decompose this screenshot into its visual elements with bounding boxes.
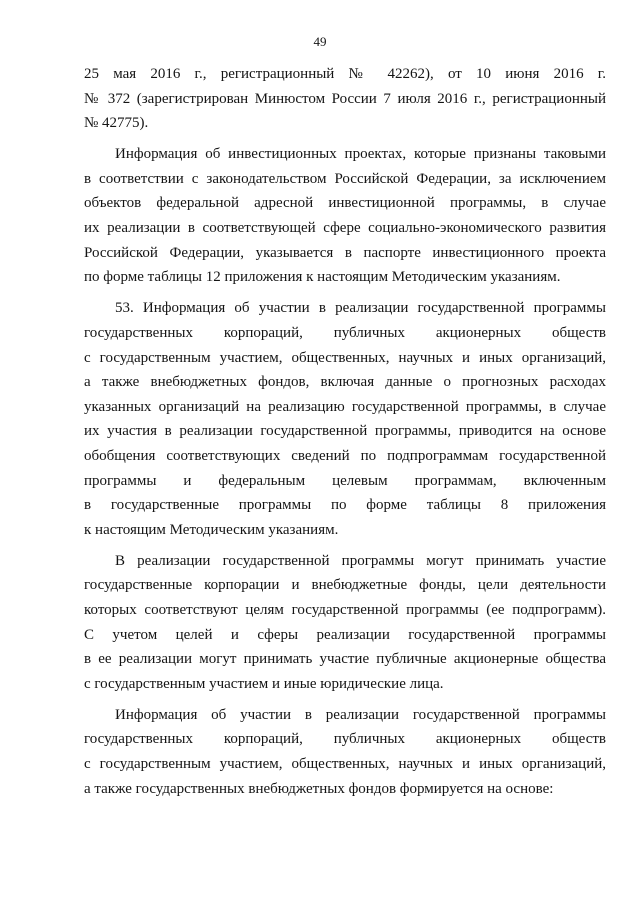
text-line: их участия в реализации государственной программы, приводится на основе [84, 423, 606, 440]
text-line: в государственные программы по форме таблицы 8 приложения [84, 497, 606, 514]
text-line: в ее реализации могут принимать участие публичные акционерные общества [84, 651, 606, 668]
text-line: с государственным участием, общественных, научных и иных организаций, [84, 756, 606, 773]
text-line: в соответствии с законодательством Российской Федерации, за исключением [84, 170, 606, 187]
page-number: 49 [313, 34, 327, 49]
text-line: 25 мая 2016 г., регистрационный № 42262), от 10 июня 2016 г. [84, 66, 606, 82]
text-line: обобщения соответствующих сведений по подпрограммам государственной [84, 447, 606, 464]
paragraph-item-53 [84, 296, 606, 542]
text-line: Российской Федерации, указывается в паспорте инвестиционного проекта [84, 244, 606, 261]
text-line: а также государственных внебюджетных фондов формируется на основе: [84, 780, 554, 797]
text-line: Информация об инвестиционных проектах, которые признаны таковыми [115, 146, 606, 163]
text-line: С учетом целей и сферы реализации государственной программы [84, 626, 606, 643]
text-line: их реализации в соответствующей сфере социально-экономического развития [84, 220, 606, 237]
text-line: Информация об участии в реализации государственной программы [115, 706, 606, 723]
text-line: к настоящим Методическим указаниям. [84, 521, 339, 538]
text-line: которых соответствуют целям государственной программы (ее подпрограмм). [84, 601, 606, 618]
text-line: 53. Информация об участии в реализации государственной программы [115, 300, 606, 317]
text-line: государственных корпораций, публичных акционерных обществ [84, 731, 606, 748]
page-body [84, 62, 606, 801]
text-line: В реализации государственной программы могут принимать участие [115, 552, 606, 569]
text-line: государственные корпорации и внебюджетные фонды, цели деятельности [84, 577, 606, 594]
text-line: объектов федеральной адресной инвестиционной программы, в случае [84, 195, 606, 212]
text-line: а также внебюджетных фондов, включая данные о прогнозных расходах [84, 374, 606, 391]
text-line: с государственным участием и иные юридические лица. [84, 675, 444, 692]
text-line: № 372 (зарегистрирован Минюстом России 7 июля 2016 г., регистрационный [84, 90, 606, 107]
paragraph-continuation [84, 62, 606, 136]
paragraph-investment-projects [84, 142, 606, 290]
text-line: государственных корпораций, публичных акционерных обществ [84, 324, 606, 341]
text-line: по форме таблицы 12 приложения к настоящим Методическим указаниям. [84, 269, 561, 286]
paragraph-participation [84, 549, 606, 697]
paragraph-participation-info [84, 703, 606, 801]
text-line: № 42775). [84, 115, 149, 132]
text-line: программы и федеральным целевым программам, включенным [84, 472, 606, 489]
text-line: указанных организаций на реализацию государственной программы, в случае [84, 398, 606, 415]
text-line: с государственным участием, общественных, научных и иных организаций, [84, 349, 606, 366]
